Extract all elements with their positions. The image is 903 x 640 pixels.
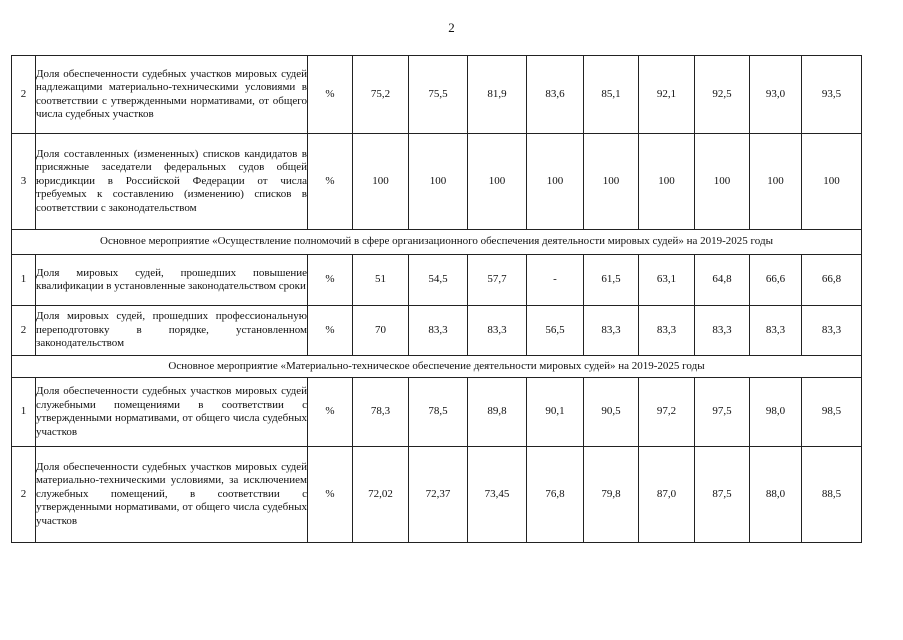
value-cell: 83,3 [750, 306, 802, 356]
section-title: Основное мероприятие «Осуществление полномочий в сфере организационного обеспечения деятельности мировых судей» на 2019-2025 годы [12, 230, 862, 255]
value-cell: 72,37 [409, 447, 468, 543]
value-cell: 92,1 [639, 56, 695, 134]
value-cell: 98,5 [802, 378, 862, 447]
value-cell: 100 [639, 134, 695, 230]
section-title: Основное мероприятие «Материально-техническое обеспечение деятельности мировых судей» на 2019-2025 годы [12, 356, 862, 378]
table-row [12, 447, 862, 543]
value-cell: 76,8 [527, 447, 584, 543]
indicator-description: Доля составленных (измененных) списков кандидатов в присяжные заседатели федеральных судов общей юрисдикции в Российской Федерации от числа требуемых к составлению (изменению) списков в соответствии с законодательством [36, 134, 308, 230]
unit-cell: % [308, 378, 353, 447]
value-cell: 83,3 [802, 306, 862, 356]
row-number: 2 [12, 306, 36, 356]
value-cell: 66,6 [750, 255, 802, 306]
indicator-description: Доля мировых судей, прошедших профессиональную переподготовку в порядке, установленном законодательством [36, 306, 308, 356]
value-cell: 64,8 [695, 255, 750, 306]
value-cell: 87,5 [695, 447, 750, 543]
value-cell: 83,3 [695, 306, 750, 356]
table-row [12, 56, 862, 134]
value-cell: 72,02 [353, 447, 409, 543]
value-cell: 79,8 [584, 447, 639, 543]
value-cell: 75,2 [353, 56, 409, 134]
row-number: 2 [12, 56, 36, 134]
value-cell: 54,5 [409, 255, 468, 306]
value-cell: 90,5 [584, 378, 639, 447]
value-cell: 78,5 [409, 378, 468, 447]
indicator-description: Доля обеспеченности судебных участков мировых судей материально-техническими условиями, за исключением служебных помещений, в соответствии с утвержденными нормативами, от общего числа судебных участков [36, 447, 308, 543]
value-cell: 97,2 [639, 378, 695, 447]
value-cell: 88,0 [750, 447, 802, 543]
value-cell: 85,1 [584, 56, 639, 134]
unit-cell: % [308, 447, 353, 543]
value-cell: 56,5 [527, 306, 584, 356]
table-row [12, 134, 862, 230]
value-cell: 100 [802, 134, 862, 230]
table-row [12, 255, 862, 306]
value-cell: 83,3 [584, 306, 639, 356]
unit-cell: % [308, 134, 353, 230]
value-cell: 61,5 [584, 255, 639, 306]
section-header-row [12, 230, 862, 255]
value-cell: 100 [409, 134, 468, 230]
unit-cell: % [308, 306, 353, 356]
value-cell: 57,7 [468, 255, 527, 306]
value-cell: 93,0 [750, 56, 802, 134]
row-number: 3 [12, 134, 36, 230]
indicator-description: Доля обеспеченности судебных участков мировых судей надлежащими материально-техническими условиями в соответствии с утвержденными нормативами, от общего числа судебных участков [36, 56, 308, 134]
indicators-table [11, 55, 862, 543]
value-cell: 92,5 [695, 56, 750, 134]
value-cell: 83,3 [468, 306, 527, 356]
value-cell: 78,3 [353, 378, 409, 447]
unit-cell: % [308, 56, 353, 134]
value-cell: 89,8 [468, 378, 527, 447]
value-cell: 75,5 [409, 56, 468, 134]
value-cell: 98,0 [750, 378, 802, 447]
value-cell: - [527, 255, 584, 306]
value-cell: 70 [353, 306, 409, 356]
value-cell: 97,5 [695, 378, 750, 447]
value-cell: 88,5 [802, 447, 862, 543]
value-cell: 63,1 [639, 255, 695, 306]
unit-cell: % [308, 255, 353, 306]
row-number: 2 [12, 447, 36, 543]
value-cell: 66,8 [802, 255, 862, 306]
table-row [12, 306, 862, 356]
table-row [12, 378, 862, 447]
value-cell: 100 [750, 134, 802, 230]
value-cell: 83,3 [409, 306, 468, 356]
value-cell: 100 [353, 134, 409, 230]
value-cell: 83,3 [639, 306, 695, 356]
value-cell: 100 [695, 134, 750, 230]
value-cell: 83,6 [527, 56, 584, 134]
row-number: 1 [12, 378, 36, 447]
value-cell: 100 [527, 134, 584, 230]
row-number: 1 [12, 255, 36, 306]
section-header-row [12, 356, 862, 378]
indicator-description: Доля мировых судей, прошедших повышение квалификации в установленные законодательством сроки [36, 255, 308, 306]
value-cell: 81,9 [468, 56, 527, 134]
value-cell: 51 [353, 255, 409, 306]
value-cell: 93,5 [802, 56, 862, 134]
value-cell: 100 [584, 134, 639, 230]
indicator-description: Доля обеспеченности судебных участков мировых судей служебными помещениями в соответствии с утвержденными нормативами, от общего числа судебных участков [36, 378, 308, 447]
value-cell: 90,1 [527, 378, 584, 447]
value-cell: 87,0 [639, 447, 695, 543]
value-cell: 73,45 [468, 447, 527, 543]
value-cell: 100 [468, 134, 527, 230]
page-number: 2 [448, 20, 455, 35]
